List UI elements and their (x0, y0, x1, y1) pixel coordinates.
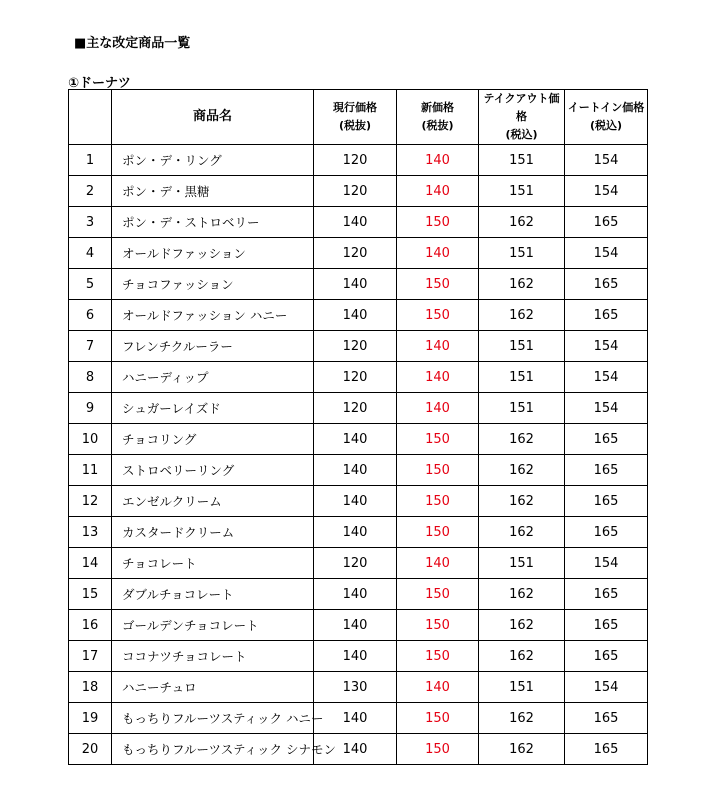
header-new-line1: 新価格 (421, 101, 454, 114)
header-takeout-line1: テイクアウト価格 (483, 92, 560, 123)
eatin-price: 154 (565, 393, 648, 424)
current-price: 140 (314, 734, 397, 765)
takeout-price: 162 (479, 734, 565, 765)
new-price: 150 (397, 207, 479, 238)
product-name: ハニーディップ (112, 362, 314, 393)
current-price: 140 (314, 610, 397, 641)
eatin-price: 154 (565, 672, 648, 703)
new-price: 150 (397, 734, 479, 765)
takeout-price: 162 (479, 207, 565, 238)
product-name: ゴールデンチョコレート (112, 610, 314, 641)
new-price: 150 (397, 579, 479, 610)
product-name: オールドファッション ハニー (112, 300, 314, 331)
eatin-price: 154 (565, 238, 648, 269)
table-row (69, 238, 648, 269)
eatin-price: 165 (565, 517, 648, 548)
new-price: 140 (397, 176, 479, 207)
row-number: 2 (69, 176, 112, 207)
header-current-line2: (税抜) (338, 119, 372, 132)
eatin-price: 154 (565, 176, 648, 207)
takeout-price: 151 (479, 176, 565, 207)
header-takeout-price (479, 90, 565, 145)
eatin-price: 165 (565, 269, 648, 300)
table-row (69, 486, 648, 517)
new-price: 140 (397, 548, 479, 579)
table-row (69, 672, 648, 703)
new-price: 140 (397, 331, 479, 362)
eatin-price: 154 (565, 331, 648, 362)
row-number: 6 (69, 300, 112, 331)
takeout-price: 162 (479, 517, 565, 548)
takeout-price: 151 (479, 548, 565, 579)
takeout-price: 162 (479, 269, 565, 300)
eatin-price: 154 (565, 362, 648, 393)
takeout-price: 151 (479, 393, 565, 424)
takeout-price: 162 (479, 641, 565, 672)
header-new-price (397, 90, 479, 145)
current-price: 120 (314, 145, 397, 176)
header-eatin-line1: イートイン価格 (567, 101, 645, 114)
eatin-price: 165 (565, 486, 648, 517)
header-eatin-price (565, 90, 648, 145)
product-name: チョコファッション (112, 269, 314, 300)
row-number: 17 (69, 641, 112, 672)
new-price: 140 (397, 145, 479, 176)
table-row (69, 424, 648, 455)
table-row (69, 548, 648, 579)
takeout-price: 151 (479, 672, 565, 703)
current-price: 120 (314, 238, 397, 269)
product-name: もっちりフルーツスティック シナモン (112, 734, 314, 765)
takeout-price: 162 (479, 610, 565, 641)
product-name: エンゼルクリーム (112, 486, 314, 517)
takeout-price: 151 (479, 238, 565, 269)
current-price: 120 (314, 331, 397, 362)
table-row (69, 703, 648, 734)
current-price: 130 (314, 672, 397, 703)
row-number: 9 (69, 393, 112, 424)
product-name: ポン・デ・リング (112, 145, 314, 176)
table-row (69, 145, 648, 176)
product-name: ストロベリーリング (112, 455, 314, 486)
current-price: 120 (314, 176, 397, 207)
product-name: ポン・デ・黒糖 (112, 176, 314, 207)
eatin-price: 165 (565, 734, 648, 765)
new-price: 150 (397, 703, 479, 734)
current-price: 120 (314, 393, 397, 424)
row-number: 4 (69, 238, 112, 269)
product-name: シュガーレイズド (112, 393, 314, 424)
eatin-price: 165 (565, 300, 648, 331)
eatin-price: 165 (565, 455, 648, 486)
current-price: 140 (314, 517, 397, 548)
current-price: 140 (314, 486, 397, 517)
section-title: ①ドーナツ (68, 76, 131, 91)
new-price: 150 (397, 455, 479, 486)
table-row (69, 393, 648, 424)
row-number: 20 (69, 734, 112, 765)
current-price: 120 (314, 362, 397, 393)
eatin-price: 165 (565, 207, 648, 238)
takeout-price: 162 (479, 300, 565, 331)
takeout-price: 162 (479, 424, 565, 455)
row-number: 7 (69, 331, 112, 362)
takeout-price: 162 (479, 579, 565, 610)
eatin-price: 165 (565, 641, 648, 672)
row-number: 5 (69, 269, 112, 300)
row-number: 13 (69, 517, 112, 548)
eatin-price: 165 (565, 610, 648, 641)
row-number: 1 (69, 145, 112, 176)
table-header-row (69, 90, 648, 145)
table-row (69, 641, 648, 672)
product-name: カスタードクリーム (112, 517, 314, 548)
header-no (69, 90, 112, 145)
product-name: フレンチクルーラー (112, 331, 314, 362)
header-current-price (314, 90, 397, 145)
new-price: 150 (397, 269, 479, 300)
new-price: 140 (397, 672, 479, 703)
new-price: 150 (397, 641, 479, 672)
product-name: ココナツチョコレート (112, 641, 314, 672)
table-row (69, 300, 648, 331)
table-row (69, 362, 648, 393)
product-name: チョコリング (112, 424, 314, 455)
current-price: 140 (314, 424, 397, 455)
eatin-price: 165 (565, 703, 648, 734)
current-price: 140 (314, 641, 397, 672)
row-number: 14 (69, 548, 112, 579)
product-name: ダブルチョコレート (112, 579, 314, 610)
takeout-price: 151 (479, 362, 565, 393)
page-heading: ■主な改定商品一覧 (74, 36, 191, 51)
takeout-price: 162 (479, 455, 565, 486)
eatin-price: 154 (565, 145, 648, 176)
product-name: チョコレート (112, 548, 314, 579)
row-number: 11 (69, 455, 112, 486)
header-current-line1: 現行価格 (333, 101, 377, 114)
eatin-price: 165 (565, 424, 648, 455)
header-new-line2: (税抜) (421, 119, 454, 132)
current-price: 140 (314, 269, 397, 300)
new-price: 140 (397, 238, 479, 269)
table-row (69, 455, 648, 486)
row-number: 8 (69, 362, 112, 393)
header-takeout-line2: (税込) (505, 128, 538, 141)
product-name: もっちりフルーツスティック ハニー (112, 703, 314, 734)
takeout-price: 151 (479, 145, 565, 176)
current-price: 140 (314, 579, 397, 610)
new-price: 140 (397, 362, 479, 393)
price-table (68, 89, 648, 765)
new-price: 150 (397, 486, 479, 517)
header-name: 商品名 (112, 90, 314, 145)
row-number: 15 (69, 579, 112, 610)
current-price: 120 (314, 548, 397, 579)
table-body (69, 145, 648, 765)
table-row (69, 734, 648, 765)
new-price: 150 (397, 610, 479, 641)
row-number: 16 (69, 610, 112, 641)
table-row (69, 517, 648, 548)
takeout-price: 162 (479, 486, 565, 517)
new-price: 140 (397, 393, 479, 424)
current-price: 140 (314, 703, 397, 734)
new-price: 150 (397, 517, 479, 548)
takeout-price: 162 (479, 703, 565, 734)
new-price: 150 (397, 300, 479, 331)
current-price: 140 (314, 455, 397, 486)
table-row (69, 610, 648, 641)
table-row (69, 176, 648, 207)
current-price: 140 (314, 300, 397, 331)
row-number: 19 (69, 703, 112, 734)
header-eatin-line2: (税込) (589, 119, 623, 132)
row-number: 10 (69, 424, 112, 455)
takeout-price: 151 (479, 331, 565, 362)
table-row (69, 269, 648, 300)
table-row (69, 331, 648, 362)
product-name: オールドファッション (112, 238, 314, 269)
row-number: 12 (69, 486, 112, 517)
new-price: 150 (397, 424, 479, 455)
table-row (69, 207, 648, 238)
row-number: 3 (69, 207, 112, 238)
current-price: 140 (314, 207, 397, 238)
eatin-price: 154 (565, 548, 648, 579)
product-name: ポン・デ・ストロベリー (112, 207, 314, 238)
row-number: 18 (69, 672, 112, 703)
eatin-price: 165 (565, 579, 648, 610)
table-row (69, 579, 648, 610)
product-name: ハニーチュロ (112, 672, 314, 703)
